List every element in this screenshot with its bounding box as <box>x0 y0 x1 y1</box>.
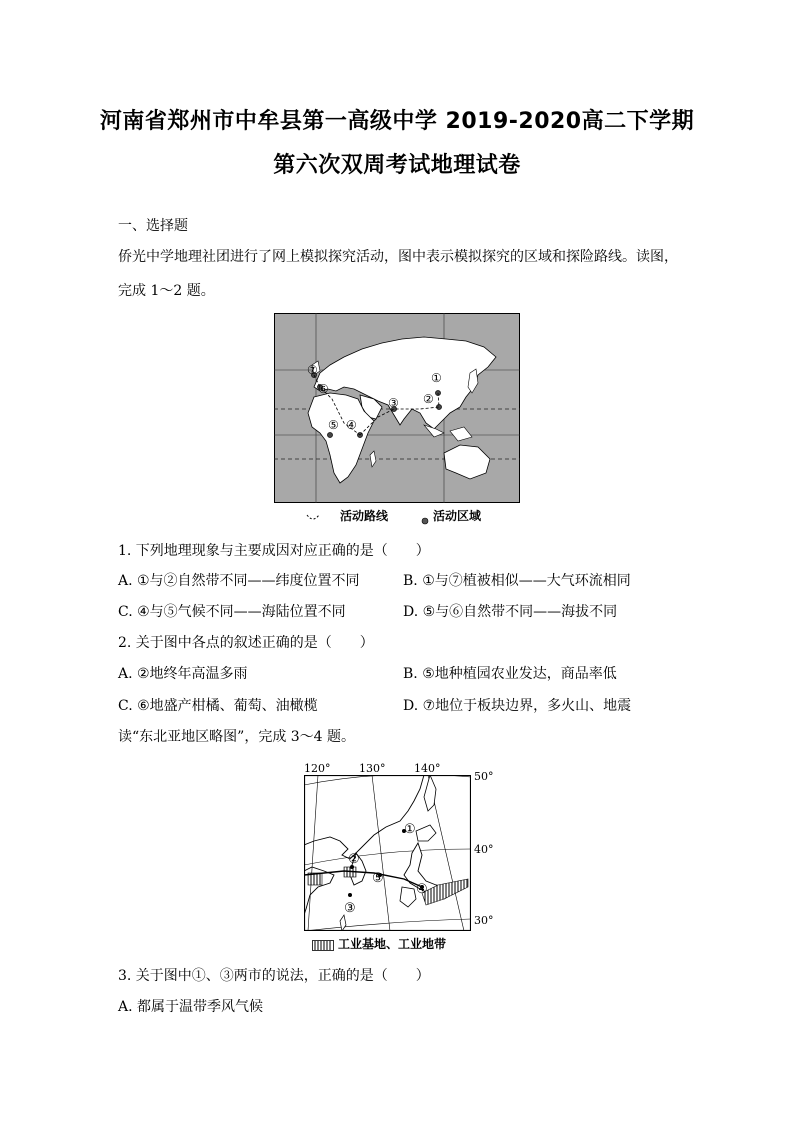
q1-option-a: A. ①与②自然带不同——纬度位置不同 <box>118 573 360 589</box>
route-legend-icon <box>306 507 320 517</box>
lat-label-30: 30° <box>474 914 494 927</box>
intro1-line2: 完成 1～2 题。 <box>118 283 215 299</box>
industrial-legend-label: 工业基地、工业地带 <box>338 937 447 951</box>
lon-label-120: 120° <box>304 762 331 775</box>
map1-marker-5: ⑤ <box>328 418 339 432</box>
lon-label-130: 130° <box>359 762 386 775</box>
q2-option-a: A. ②地终年高温多雨 <box>118 666 248 682</box>
q2-option-d: D. ⑦地位于板块边界，多火山、地震 <box>403 698 632 714</box>
map2-marker-3: ③ <box>344 901 356 916</box>
map2-marker-1: ① <box>404 822 416 837</box>
legend-area-label: 活动区域 <box>433 509 482 523</box>
world-map <box>274 313 520 503</box>
q1-stem: 1. 下列地理现象与主要成因对应正确的是（ ） <box>118 543 430 559</box>
doc-title-line2: 第六次双周考试地理试卷 <box>273 153 521 178</box>
legend-route-label: 活动路线 <box>340 509 389 523</box>
map2-marker-2: ② <box>348 852 360 867</box>
q2-stem: 2. 关于图中各点的叙述正确的是（ ） <box>118 635 374 651</box>
intro1-line1: 侨光中学地理社团进行了网上模拟探究活动，图中表示模拟探究的区域和探险路线。读图， <box>118 249 678 265</box>
map1-marker-2: ② <box>423 392 434 406</box>
q1-option-c: C. ④与⑤气候不同——海陆位置不同 <box>118 604 346 620</box>
lon-label-140: 140° <box>414 762 441 775</box>
area-legend-icon <box>421 510 429 518</box>
ne-asia-map <box>304 775 471 931</box>
lat-label-40: 40° <box>474 843 494 856</box>
map1-marker-3: ③ <box>388 396 399 410</box>
map1-marker-1: ① <box>431 371 442 385</box>
section-heading: 一、选择题 <box>118 218 188 234</box>
industrial-legend-icon <box>312 936 334 947</box>
lat-label-50: 50° <box>474 770 494 783</box>
map1-marker-4: ④ <box>346 418 357 432</box>
q3-option-a: A. 都属于温带季风气候 <box>118 999 264 1015</box>
map2-marker-5: ⑤ <box>372 871 384 886</box>
map2-marker-4: ④ <box>416 882 428 897</box>
doc-title-line1: 河南省郑州市中牟县第一高级中学 2019-2020高二下学期 <box>99 109 695 134</box>
q1-option-b: B. ①与⑦植被相似——大气环流相同 <box>403 573 631 589</box>
intro2-line1: 读“东北亚地区略图”，完成 3～4 题。 <box>118 729 356 745</box>
q1-option-d: D. ⑤与⑥自然带不同——海拔不同 <box>403 604 618 620</box>
map1-marker-7: ⑦ <box>307 363 318 377</box>
q3-stem: 3. 关于图中①、③两市的说法，正确的是（ ） <box>118 968 430 984</box>
map1-marker-6: ⑥ <box>318 382 329 396</box>
ne-asia-map-figure <box>304 775 471 931</box>
world-map-figure <box>274 313 520 503</box>
q2-option-b: B. ⑤地种植园农业发达，商品率低 <box>403 666 617 682</box>
q2-option-c: C. ⑥地盛产柑橘、葡萄、油橄榄 <box>118 698 318 714</box>
